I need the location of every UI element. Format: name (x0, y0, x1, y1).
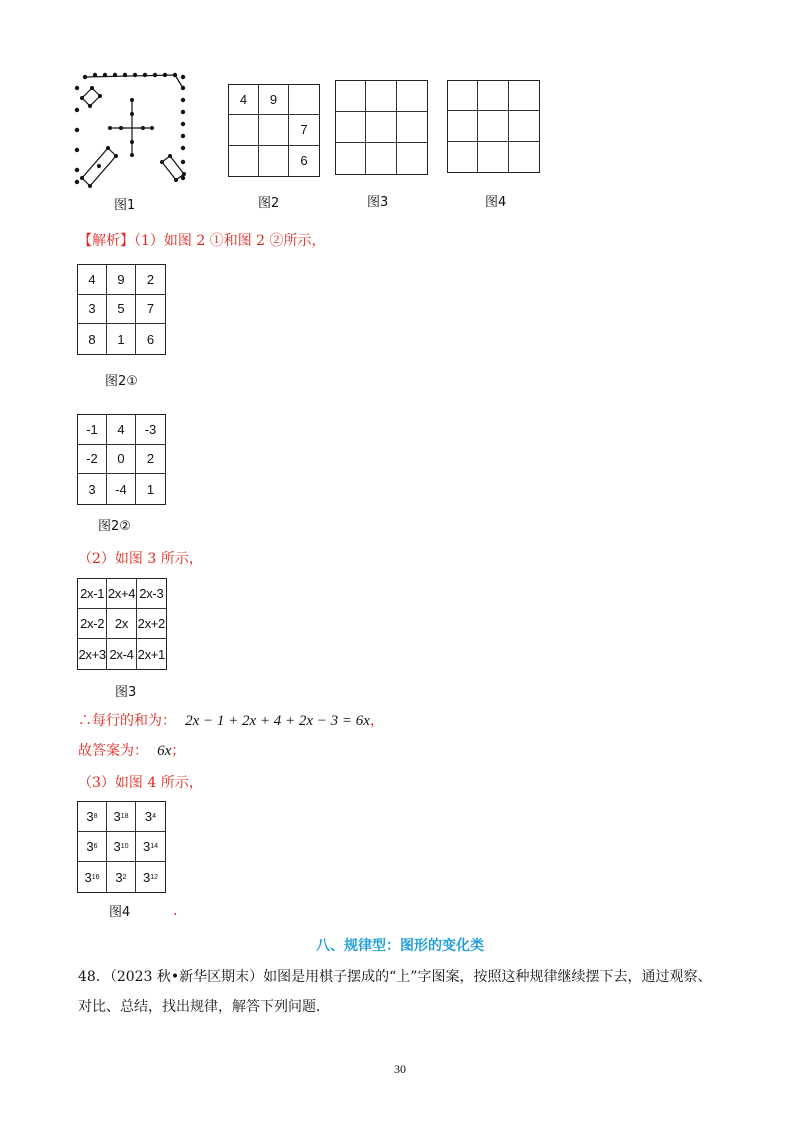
grid-cell: 9 (259, 85, 289, 115)
power-base: 3 (115, 869, 123, 885)
grid-cell: 4 (229, 85, 259, 115)
answer-suffix: ； (171, 743, 186, 759)
power-exponent: 12 (150, 873, 159, 881)
grid-cell: 1 (146, 481, 155, 497)
power-base: 3 (86, 839, 94, 854)
grid-cell (229, 115, 259, 145)
figure-2-1-caption: 图2① (105, 374, 138, 389)
grid-cell: 2x-3 (137, 579, 166, 609)
problem-line-1: 48．（2023 秋•新华区期末）如图是用棋子摆成的“上”字图案，按照这种规律继续摆下去，通过观察、 (78, 969, 712, 985)
problem-line-2: 对比、总结，找出规律，解答下列问题． (78, 999, 330, 1015)
grid-cell: 9 (107, 265, 136, 295)
row-sum-line (78, 710, 384, 730)
power-base: 3 (144, 809, 153, 824)
figure-3-empty-grid (335, 80, 428, 175)
power-base: 3 (86, 809, 94, 824)
grid-cell: 7 (289, 115, 319, 145)
grid-cell: 2 (136, 445, 165, 475)
grid-cell: 3 (78, 295, 107, 325)
answer-value: 6x (157, 743, 172, 759)
row-sum-equation: 2x − 1 + 2x + 4 + 2x − 3 = 6x (185, 713, 370, 729)
grid-cell (136, 802, 165, 832)
grid-cell: 2x+4 (107, 579, 136, 609)
grid-cell: 7 (136, 295, 165, 325)
grid-cell: 3 (78, 474, 107, 504)
power-exponent: 18 (120, 813, 129, 820)
grid-cell: 5 (107, 295, 136, 325)
answer-line (78, 740, 185, 760)
grid-cell (78, 832, 107, 862)
power-base: 3 (113, 809, 121, 824)
figure-3-caption: 图3 (367, 195, 389, 210)
grid-cell: 2x+3 (78, 639, 107, 669)
section-heading: 八、规律型：图形的变化类 (316, 938, 484, 954)
power-base: 3 (142, 839, 151, 854)
grid-cell: 2x+1 (137, 646, 165, 662)
grid-cell: 2x-4 (107, 639, 136, 669)
figure-4-power-square (77, 801, 166, 893)
power-base: 3 (113, 839, 121, 854)
figure-4-empty-grid (447, 80, 540, 173)
figure-4-power-caption: 图4 (109, 905, 131, 920)
grid-cell (78, 862, 107, 892)
grid-cell (136, 832, 165, 862)
grid-cell: 0 (107, 445, 136, 475)
power-exponent: 16 (91, 873, 100, 881)
grid-cell: 6 (146, 331, 155, 347)
answer-prefix: 故答案为： (78, 743, 148, 759)
power-exponent: 8 (93, 813, 98, 820)
part-1-text: （1）如图 2 ①和图 2 ②所示， (134, 233, 326, 249)
grid-cell: 1 (107, 324, 136, 354)
figure-1-caption: 图1 (114, 198, 136, 213)
figure-2-caption: 图2 (258, 196, 280, 211)
grid-cell (259, 146, 289, 176)
figure-2-1-magic-square (77, 264, 166, 355)
grid-cell (107, 832, 136, 862)
grid-cell: -2 (78, 445, 107, 475)
grid-cell (289, 85, 319, 115)
grid-cell: 2x-1 (78, 579, 107, 609)
grid-cell: -3 (136, 415, 165, 445)
grid-cell: 6 (300, 153, 308, 169)
figure-3-expression-square (77, 578, 167, 670)
power-base: 3 (84, 869, 92, 885)
solution-label: 【解析】 (78, 233, 134, 249)
row-sum-suffix: ， (369, 713, 384, 729)
row-sum-prefix: ∴每行的和为： (78, 713, 176, 729)
grid-cell: 2x+2 (137, 609, 166, 639)
grid-cell: 4 (78, 265, 107, 295)
grid-cell (259, 115, 289, 145)
grid-cell (136, 862, 165, 892)
figure-2-2-magic-square (77, 414, 166, 505)
power-exponent: 6 (93, 843, 98, 850)
figure-4-caption: 图4 (485, 195, 507, 210)
grid-cell: 4 (107, 415, 136, 445)
grid-cell: 2x-2 (78, 609, 107, 639)
figure-1-dot-pattern (70, 70, 195, 190)
part-3-text: （3）如图 4 所示， (78, 775, 203, 791)
figure-3-expression-caption: 图3 (115, 685, 137, 700)
power-base: 3 (142, 869, 151, 885)
part-2-text: （2）如图 3 所示， (78, 551, 203, 567)
grid-cell: -1 (78, 415, 107, 445)
power-exponent: 2 (122, 873, 127, 881)
solution-part-1 (78, 230, 326, 250)
grid-cell: -4 (107, 474, 136, 504)
power-exponent: 4 (152, 813, 157, 820)
grid-cell (107, 802, 136, 832)
page-number: 30 (394, 1062, 406, 1076)
figure-2-grid (228, 84, 320, 177)
grid-cell: 8 (78, 324, 107, 354)
trailing-dot: . (173, 903, 178, 919)
power-exponent: 14 (150, 843, 159, 850)
grid-cell: 2 (136, 265, 165, 295)
figure-2-2-caption: 图2② (98, 519, 131, 534)
grid-cell (229, 146, 259, 176)
grid-cell (78, 802, 107, 832)
grid-cell (107, 862, 136, 892)
power-exponent: 10 (120, 843, 129, 850)
grid-cell: 2x (107, 609, 136, 639)
